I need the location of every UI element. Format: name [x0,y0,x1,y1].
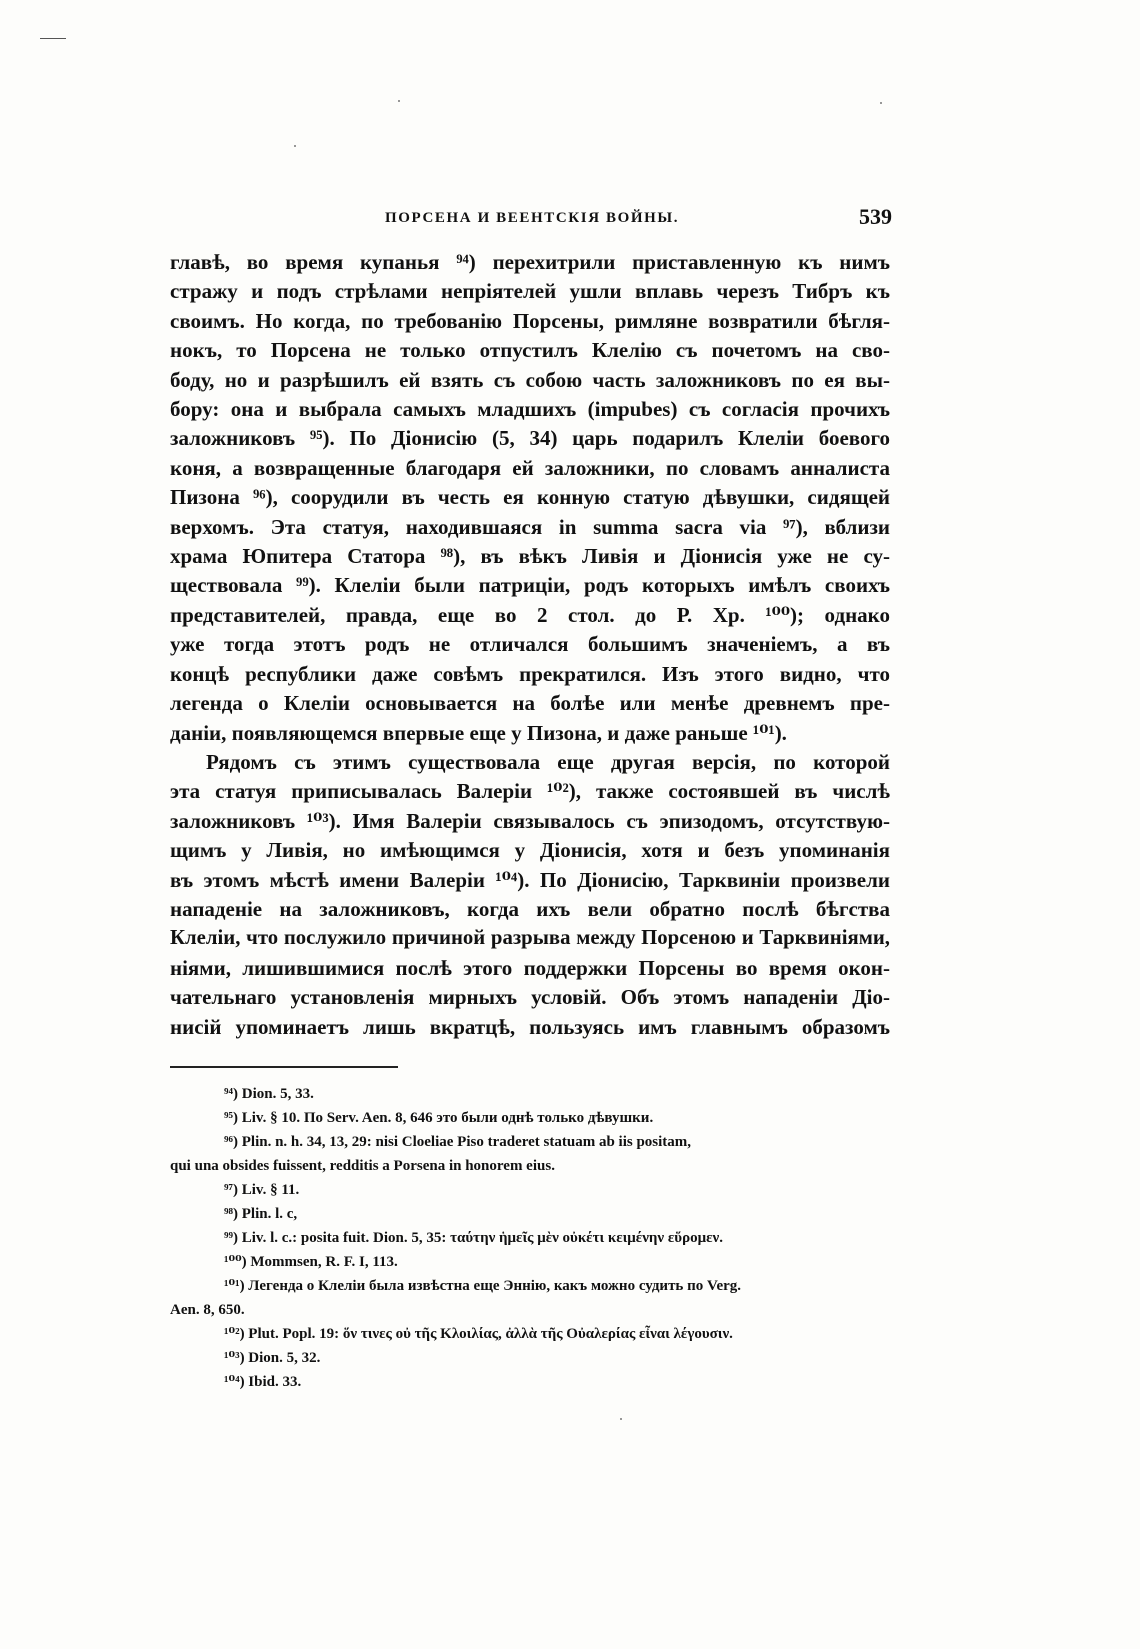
footnote-rule [170,1066,398,1068]
text-line: заложниковъ ⁹⁵). По Діонисію (5, 34) царь подарилъ Клеліи боевого [170,426,890,451]
footnote: ⁹⁵) Liv. § 10. По Serv. Aen. 8, 646 это были однѣ только дѣвушки. [224,1109,654,1126]
text-line: даніи, появляющемся впервые еще у Пизона, и даже раньше ¹⁰¹). [170,720,787,745]
text-line: чательнаго установленія мирныхъ условій. Объ этомъ нападеніи Діо- [170,985,890,1010]
scan-mark [40,38,66,39]
text-line: нокъ, то Порсена не только отпустилъ Клелію съ почетомъ на сво- [170,338,890,363]
footnote: ⁹⁸) Plin. l. c, [224,1205,298,1222]
scan-speck [398,100,400,102]
text-line: боду, но и разрѣшилъ ей взять съ собою часть заложниковъ по ея вы- [170,367,890,392]
text-line: Рядомъ съ этимъ существовала еще другая версія, по которой [206,749,890,774]
scan-speck [294,145,296,147]
footnote: ¹⁰²) Plut. Popl. 19: ὅν τινες οὐ τῆς Κλοιλίας, ἀλλὰ τῆς Οὐαλερίας εἶναι λέγουσιν. [224,1325,733,1342]
text-line: эта статуя приписывалась Валеріи ¹⁰²), также состоявшей въ числѣ [170,779,890,804]
page-number: 539 [859,204,892,229]
footnote: ⁹⁹) Liv. l. c.: posita fuit. Dion. 5, 35: ταύτην ἡμεῖς μὲν οὐκέτι κειμένην εὕρομεν. [224,1229,723,1246]
footnote: ⁹⁷) Liv. § 11. [224,1181,300,1198]
footnote: ¹⁰⁴) Ibid. 33. [224,1373,302,1390]
footnote: ¹⁰⁰) Mommsen, R. F. I, 113. [224,1253,398,1270]
text-line: стражу и подъ стрѣлами непріятелей ушли вплавь черезъ Тибръ къ [170,279,890,304]
footnote-continuation: Aen. 8, 650. [170,1301,245,1318]
running-title: ПОРСЕНА И ВЕЕНТСКІЯ ВОЙНЫ. [385,210,680,226]
text-line: своимъ. Но когда, по требованію Порсены, римляне возвратили бѣгля- [170,308,890,333]
running-head [170,196,890,236]
text-line: представителей, правда, еще во 2 стол. до Р. Хр. ¹⁰⁰); однако [170,602,890,627]
text-line: нисій упоминаетъ лишь вкратцѣ, пользуясь имъ главнымъ образомъ [170,1014,890,1039]
book-page [170,196,890,1394]
footnotes [170,1082,890,1394]
text-line: верхомъ. Эта статуя, находившаяся in summa sacra via ⁹⁷), вблизи [170,514,890,539]
text-line: ществовала ⁹⁹). Клеліи были патриціи, родъ которыхъ имѣлъ своихъ [170,573,890,598]
footnote: ¹⁰³) Dion. 5, 32. [224,1349,321,1366]
text-line: главѣ, во время купанья ⁹⁴) перехитрили приставленную къ нимъ [170,250,890,274]
footnote: ¹⁰¹) Легенда о Клеліи была извѣстна еще Эннію, какъ можно судить по Verg. [224,1277,742,1294]
text-line: бору: она и выбрала самыхъ младшихъ (impubes) съ согласія прочихъ [170,397,890,422]
text-line: заложниковъ ¹⁰³). Имя Валеріи связывалось съ эпизодомъ, отсутствую- [170,808,890,833]
text-line: щимъ у Ливія, но имѣющимся у Діонисія, хотя и безъ упоминанія [170,838,890,863]
footnote: ⁹⁶) Plin. n. h. 34, 13, 29: nisi Cloeliae Piso traderet statuam ab iis positam, [224,1133,692,1150]
footnote-continuation: qui una obsides fuissent, redditis a Porsena in honorem eius. [170,1157,555,1174]
text-line: Пизона ⁹⁶), соорудили въ честь ея конную статую дѣвушки, сидящей [170,485,890,510]
body-text [170,248,890,1042]
text-line: концѣ республики даже совѣмъ прекратился. Изъ этого видно, что [170,661,890,686]
text-line: нападеніе на заложниковъ, когда ихъ вели обратно послѣ бѣгства [170,896,890,921]
footnote: ⁹⁴) Dion. 5, 33. [224,1085,314,1102]
text-line: легенда о Клеліи основывается на болѣе или менѣе древнемъ пре- [170,691,890,716]
text-line: уже тогда этотъ родъ не отличался большимъ значеніемъ, а въ [170,632,890,657]
scan-speck [620,1418,622,1420]
text-line: Клеліи, что послужило причиной разрыва между Порсеною и Тарквиніями, [170,927,890,950]
paragraph-1 [170,248,890,748]
text-line: въ этомъ мѣстѣ имени Валеріи ¹⁰⁴). По Діонисію, Тарквиніи произвели [170,867,890,892]
text-line: коня, а возвращенные благодаря ей заложники, по словамъ анналиста [170,455,890,480]
scan-speck [880,102,882,104]
paragraph-2 [170,748,890,1042]
text-line: ніями, лишившимися послѣ этого поддержки Порсены во время окон- [170,955,890,980]
text-line: храма Юпитера Статора ⁹⁸), въ вѣкъ Ливія и Діонисія уже не су- [170,544,890,569]
